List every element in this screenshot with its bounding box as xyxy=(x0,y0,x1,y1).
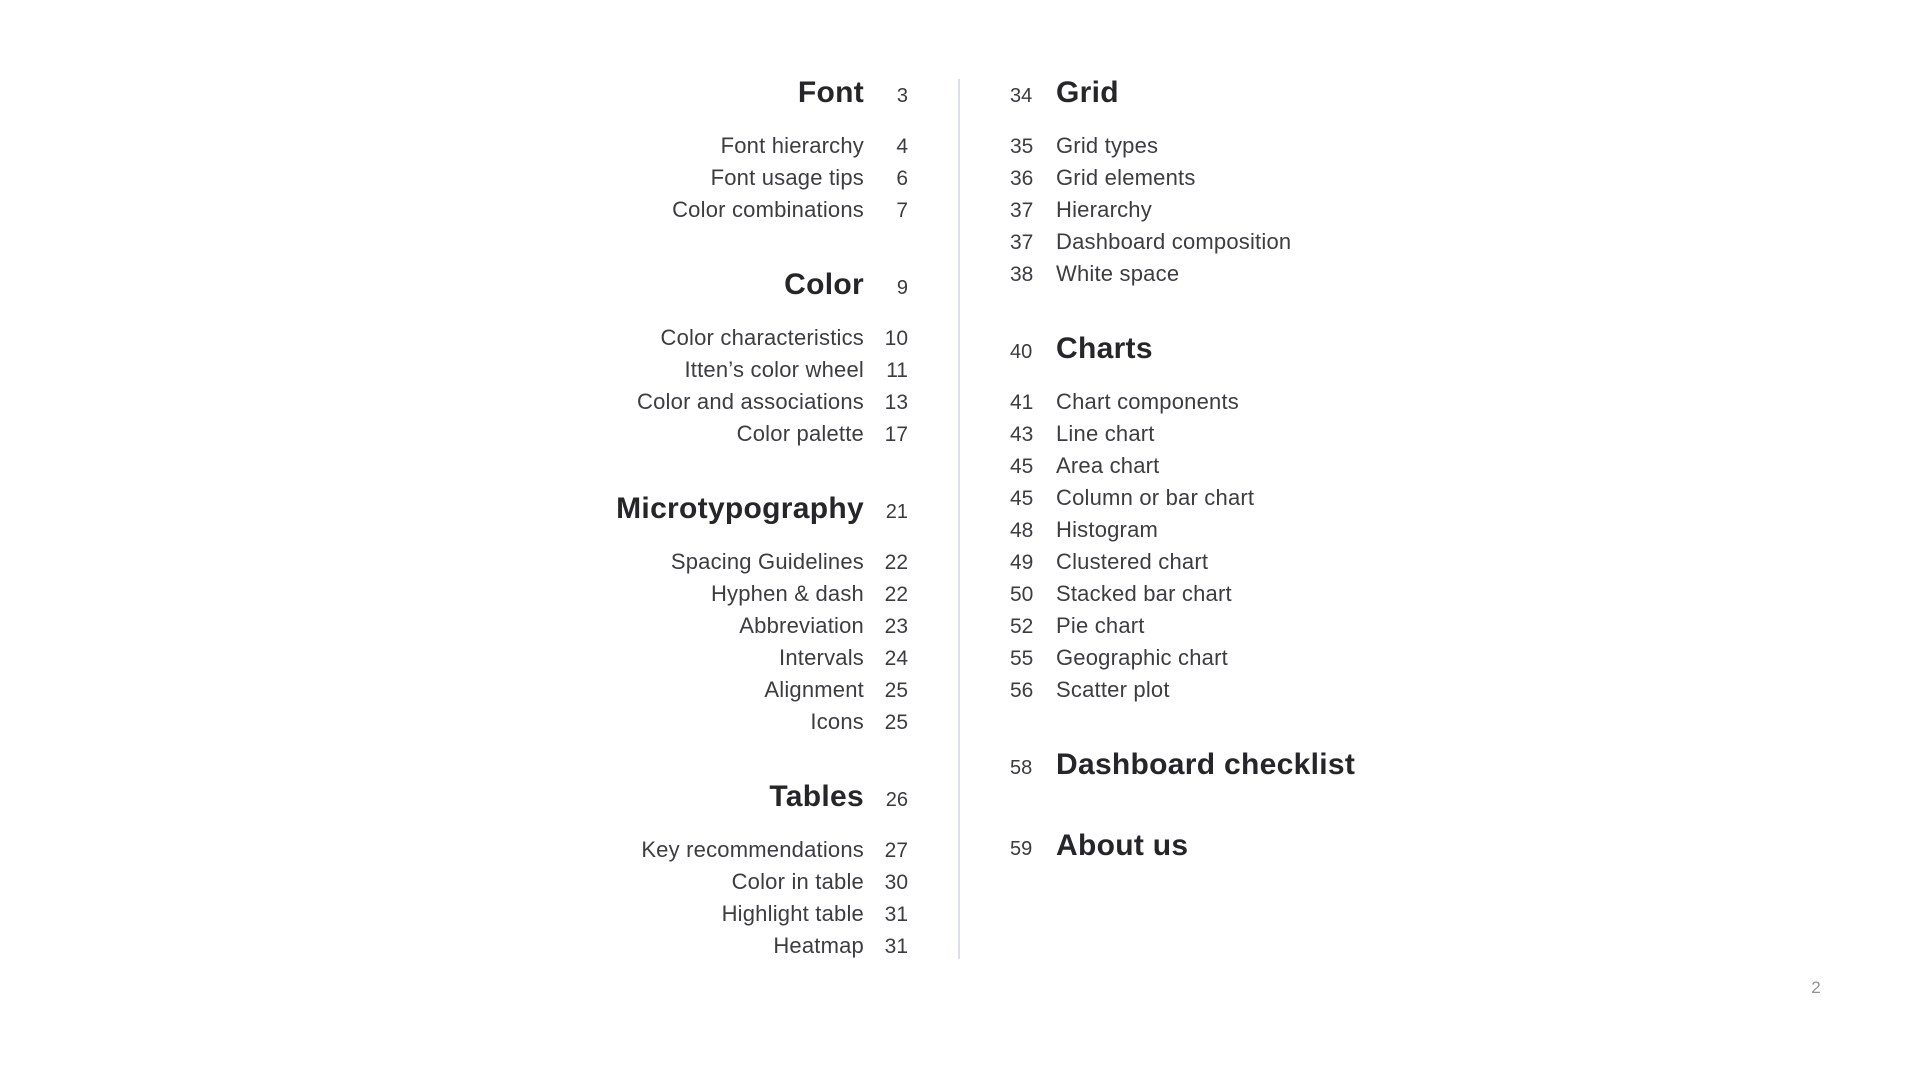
toc-item-page: 56 xyxy=(1010,679,1034,702)
toc-item-label: Color in table xyxy=(731,869,864,894)
toc-section-heading-row xyxy=(0,263,908,307)
toc-item xyxy=(0,354,908,386)
toc-item-page: 13 xyxy=(884,391,908,414)
toc-section-heading-row xyxy=(0,71,908,115)
toc-item-page: 37 xyxy=(1010,199,1034,222)
toc-section-heading-row xyxy=(0,487,908,531)
toc-item-label: White space xyxy=(1056,261,1180,286)
toc-item xyxy=(1010,482,1630,514)
toc-section xyxy=(1010,71,1630,290)
toc-section-title: Dashboard checklist xyxy=(1056,748,1356,781)
toc-item-label: Abbreviation xyxy=(739,613,864,638)
toc-section-title: Tables xyxy=(769,780,864,813)
toc-section-heading-row xyxy=(0,775,908,819)
toc-section-page: 40 xyxy=(1010,341,1033,363)
toc-section-page: 9 xyxy=(896,277,908,299)
toc-section-title: About us xyxy=(1056,829,1189,862)
toc-section-title: Charts xyxy=(1056,332,1153,365)
toc-item-label: Heatmap xyxy=(773,933,864,958)
page-number: 2 xyxy=(1811,978,1821,997)
toc-item xyxy=(1010,674,1630,706)
toc-item xyxy=(1010,258,1630,290)
toc-item-page: 22 xyxy=(884,551,908,574)
toc-item-page: 43 xyxy=(1010,423,1034,446)
toc-item xyxy=(1010,514,1630,546)
toc-item xyxy=(0,706,908,738)
toc-section xyxy=(0,71,908,226)
toc-item-page: 25 xyxy=(884,711,908,734)
toc-item xyxy=(1010,546,1630,578)
toc-item xyxy=(1010,642,1630,674)
toc-item-label: Itten’s color wheel xyxy=(684,357,864,382)
toc-item-page: 48 xyxy=(1010,519,1034,542)
toc-item-label: Spacing Guidelines xyxy=(670,549,864,574)
toc-item xyxy=(0,546,908,578)
toc-item-page: 45 xyxy=(1010,455,1034,478)
toc-item xyxy=(0,674,908,706)
toc-item-page: 24 xyxy=(884,647,908,670)
toc-section xyxy=(0,487,908,738)
toc-item-page: 30 xyxy=(884,871,908,894)
toc-item-page: 49 xyxy=(1010,551,1034,574)
toc-item xyxy=(1010,450,1630,482)
toc-item-label: Highlight table xyxy=(721,901,864,926)
toc-item-label: Stacked bar chart xyxy=(1056,581,1232,606)
toc-item-label: Chart components xyxy=(1056,389,1239,414)
toc-item-page: 7 xyxy=(896,199,908,222)
toc-section-title: Color xyxy=(784,268,864,301)
toc-item-label: Area chart xyxy=(1056,453,1160,478)
toc-item-list xyxy=(1010,386,1630,706)
toc-item-label: Line chart xyxy=(1056,421,1155,446)
toc-section-title: Grid xyxy=(1056,76,1119,109)
toc-item-label: Key recommendations xyxy=(641,837,864,862)
toc-item-page: 11 xyxy=(886,359,908,382)
toc-item xyxy=(0,610,908,642)
toc-item xyxy=(0,866,908,898)
toc-section xyxy=(1010,743,1630,787)
toc-item-page: 36 xyxy=(1010,167,1034,190)
toc-section xyxy=(0,263,908,450)
toc-section-heading-row xyxy=(1010,327,1630,371)
toc-item-page: 38 xyxy=(1010,263,1034,286)
toc-section-page: 26 xyxy=(885,789,908,811)
toc-item-label: Color palette xyxy=(736,421,864,446)
toc-item xyxy=(1010,578,1630,610)
toc-item xyxy=(0,834,908,866)
toc-item-page: 17 xyxy=(884,423,908,446)
toc-item xyxy=(0,194,908,226)
toc-item xyxy=(1010,226,1630,258)
toc-section-heading-row xyxy=(1010,71,1630,115)
toc-item-label: Scatter plot xyxy=(1056,677,1170,702)
toc-right-column xyxy=(1010,71,1630,868)
toc-item-label: Color characteristics xyxy=(660,325,864,350)
toc-section xyxy=(0,775,908,962)
toc-item-label: Icons xyxy=(810,709,864,734)
toc-section xyxy=(1010,327,1630,706)
toc-item-page: 31 xyxy=(884,903,908,926)
toc-item-label: Grid types xyxy=(1056,133,1159,158)
toc-item-label: Hyphen & dash xyxy=(710,581,864,606)
toc-item-page: 50 xyxy=(1010,583,1034,606)
toc-item-label: Alignment xyxy=(764,677,864,702)
toc-item xyxy=(0,322,908,354)
toc-section xyxy=(1010,824,1630,868)
toc-section-heading-row xyxy=(1010,743,1630,787)
toc-item-page: 25 xyxy=(884,679,908,702)
toc-item xyxy=(1010,194,1630,226)
toc-item xyxy=(0,162,908,194)
toc-item-page: 23 xyxy=(884,615,908,638)
toc-item xyxy=(1010,162,1630,194)
toc-section-page: 58 xyxy=(1010,757,1033,779)
toc-item xyxy=(0,130,908,162)
toc-item-page: 27 xyxy=(884,839,908,862)
toc-item-label: Grid elements xyxy=(1056,165,1196,190)
toc-item-list xyxy=(1010,130,1630,290)
toc-item-label: Column or bar chart xyxy=(1056,485,1255,510)
toc-item-page: 31 xyxy=(884,935,908,958)
toc-item-list xyxy=(0,834,908,962)
toc-section-page: 3 xyxy=(896,85,908,107)
column-divider xyxy=(958,79,960,959)
toc-section-page: 21 xyxy=(885,501,908,523)
toc-section-page: 34 xyxy=(1010,85,1033,107)
toc-item-page: 22 xyxy=(884,583,908,606)
toc-section-page: 59 xyxy=(1010,838,1033,860)
toc-item-label: Geographic chart xyxy=(1056,645,1228,670)
toc-item-page: 35 xyxy=(1010,135,1034,158)
toc-item xyxy=(0,898,908,930)
toc-item-page: 45 xyxy=(1010,487,1034,510)
toc-item-label: Dashboard composition xyxy=(1056,229,1292,254)
toc-left-column xyxy=(0,71,908,962)
toc-item-label: Hierarchy xyxy=(1056,197,1152,222)
toc-section-heading-row xyxy=(1010,824,1630,868)
toc-item-label: Histogram xyxy=(1056,517,1159,542)
toc-item-label: Pie chart xyxy=(1056,613,1145,638)
toc-item-label: Font usage tips xyxy=(710,165,864,190)
toc-item xyxy=(0,386,908,418)
toc-item xyxy=(0,418,908,450)
toc-item-list xyxy=(0,546,908,738)
toc-item-page: 41 xyxy=(1010,391,1034,414)
toc-item xyxy=(0,642,908,674)
toc-item xyxy=(1010,610,1630,642)
toc-item xyxy=(0,578,908,610)
toc-item-list xyxy=(0,322,908,450)
toc-item-label: Clustered chart xyxy=(1056,549,1209,574)
toc-item-page: 55 xyxy=(1010,647,1034,670)
toc-section-title: Font xyxy=(797,76,864,109)
toc-item xyxy=(1010,386,1630,418)
toc-item xyxy=(1010,418,1630,450)
toc-item-label: Intervals xyxy=(779,645,864,670)
toc-item-page: 4 xyxy=(896,135,908,158)
toc-item-page: 52 xyxy=(1010,615,1034,638)
toc-item-page: 37 xyxy=(1010,231,1034,254)
toc-item-list xyxy=(0,130,908,226)
toc-item-label: Font hierarchy xyxy=(720,133,864,158)
toc-section-title: Microtypography xyxy=(616,492,864,525)
toc-item-label: Color and associations xyxy=(637,389,864,414)
toc-item xyxy=(1010,130,1630,162)
toc-item-label: Color combinations xyxy=(672,197,864,222)
toc-item-page: 10 xyxy=(884,327,908,350)
toc-item xyxy=(0,930,908,962)
toc-item-page: 6 xyxy=(896,167,908,190)
